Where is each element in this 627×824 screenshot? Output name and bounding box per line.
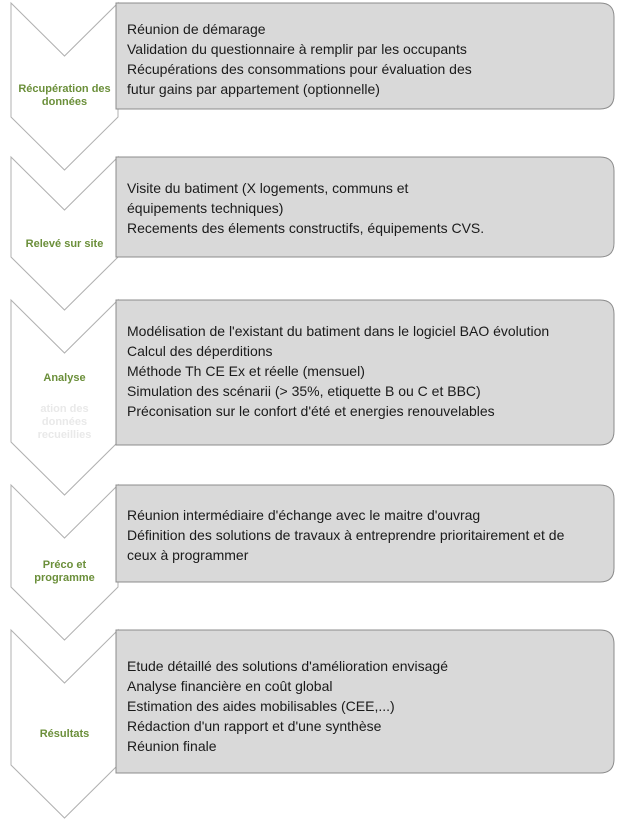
step-text-line: Rédaction d'un rapport et d'une synthèse (127, 718, 382, 734)
process-step (11, 3, 614, 170)
step-text-line: Validation du questionnaire à remplir par les occupants (127, 41, 467, 57)
step-text-line: Réunion intermédiaire d'échange avec le maitre d'ouvrag (127, 507, 481, 523)
process-step (11, 630, 614, 818)
step-text-line: Analyse financière en coût global (127, 678, 333, 694)
step-text-line: Calcul des déperditions (127, 343, 273, 359)
step-text-line: Définition des solutions de travaux à entreprendre prioritairement et de (127, 527, 565, 543)
ghost-label-line: données (41, 416, 88, 428)
process-step (11, 300, 614, 495)
step-chevron (11, 300, 118, 495)
step-text-line: Préconisation sur le confort d'été et energies renouvelables (127, 403, 495, 419)
step-text-line: Réunion finale (127, 738, 217, 754)
step-text-line: équipements techniques) (127, 200, 284, 216)
process-step (11, 157, 614, 310)
step-text-line: Récupérations des consommations pour évaluation des (127, 61, 472, 77)
step-label: Analyse (43, 372, 86, 384)
step-chevron (11, 630, 118, 818)
step-label: Résultats (39, 728, 90, 740)
step-label: Relevé sur site (25, 238, 104, 250)
step-chevron (11, 157, 118, 310)
step-text-line: Visite du batiment (X logements, communs et (127, 180, 409, 196)
process-step (11, 485, 614, 640)
step-text-line: Recements des élements constructifs, équipements CVS. (127, 220, 485, 236)
step-label: Récupération des (18, 83, 111, 95)
step-text-line: Réunion de démarage (127, 21, 266, 37)
step-label: programme (34, 572, 95, 584)
step-text-line: futur gains par appartement (optionnelle) (127, 81, 380, 97)
step-text-line: Etude détaillé des solutions d'amélioration envisagé (127, 658, 448, 674)
ghost-label-line: recueillies (37, 429, 92, 441)
step-text-line: Méthode Th CE Ex et réelle (mensuel) (127, 363, 365, 379)
step-label: Préco et (42, 559, 87, 571)
step-text-line: Estimation des aides mobilisables (CEE,...) (127, 698, 395, 714)
step-label: données (41, 96, 88, 108)
ghost-label-line: ation des (40, 403, 89, 415)
step-text-line: ceux à programmer (127, 547, 249, 563)
step-text-line: Simulation des scénarii (> 35%, etiquette B ou C et BBC) (127, 383, 481, 399)
step-text-line: Modélisation de l'existant du batiment dans le logiciel BAO évolution (127, 323, 550, 339)
